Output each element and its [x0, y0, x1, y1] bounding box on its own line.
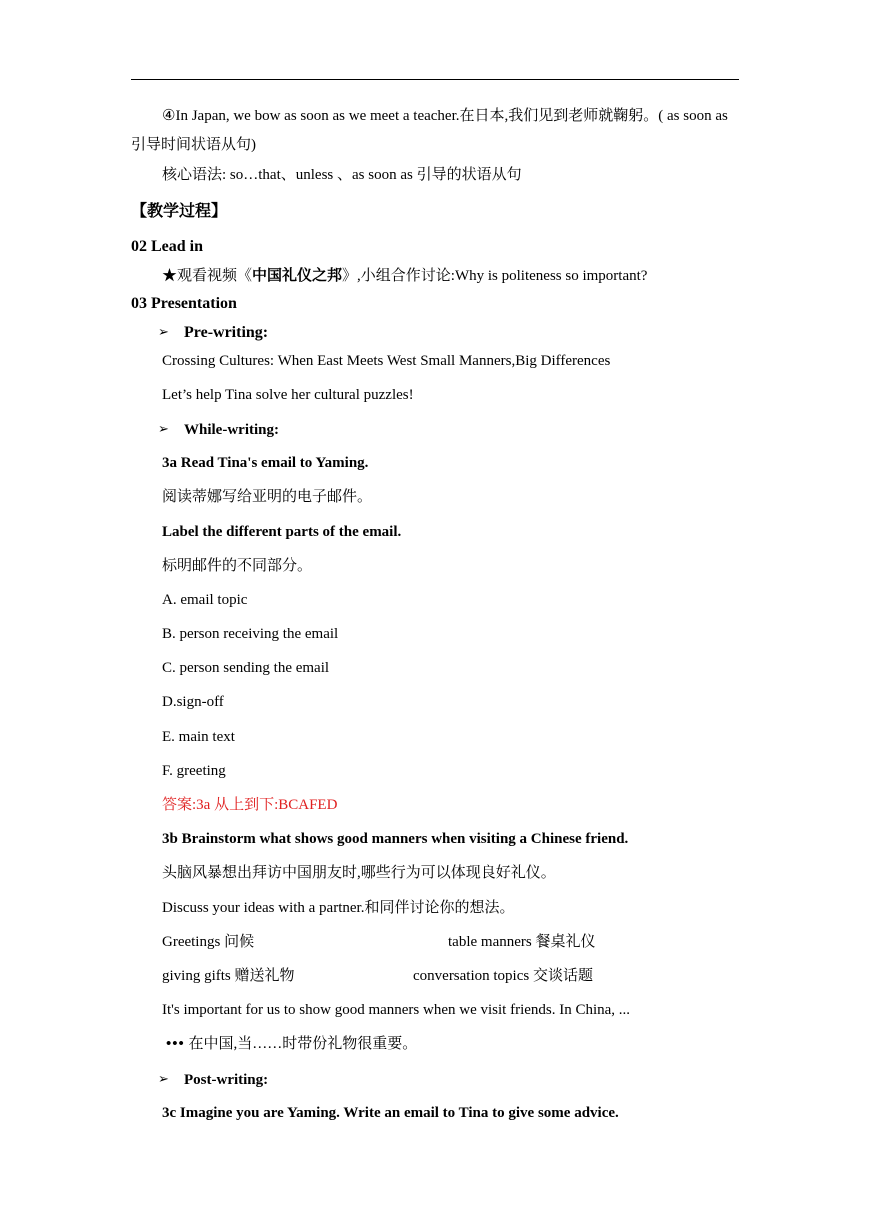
ellipsis-dots-icon: •••	[166, 1036, 185, 1052]
arrow-bullet-icon: ➢	[158, 324, 169, 339]
topic-greetings: Greetings 问候	[162, 934, 255, 950]
answer-3a: 答案:3a 从上到下:BCAFED	[162, 797, 338, 813]
teaching-process-heading: 【教学过程】	[131, 203, 228, 220]
task-3c: 3c Imagine you are Yaming. Write an email to Tina to give some advice.	[162, 1105, 619, 1121]
task-3b-cn: 头脑风暴想出拜访中国朋友时,哪些行为可以体现良好礼仪。	[162, 865, 556, 881]
option-d: D.sign-off	[162, 694, 224, 710]
option-e: E. main text	[162, 729, 235, 745]
pre-writing-label: Pre-writing:	[184, 324, 269, 341]
post-writing-label: Post-writing:	[184, 1072, 269, 1088]
header-rule	[131, 79, 739, 80]
topic-conversation: conversation topics 交谈话题	[413, 968, 593, 984]
task-3b: 3b Brainstorm what shows good manners when visiting a Chinese friend.	[162, 831, 629, 847]
while-writing-label: While-writing:	[184, 422, 279, 438]
lead-in-heading: 02 Lead in	[131, 238, 204, 255]
label-task: Label the different parts of the email.	[162, 524, 402, 540]
grammar-example-4: ④In Japan, we bow as soon as we meet a teacher.在日本,我们见到老师就鞠躬。( as soon as	[162, 108, 728, 124]
lead-in-task: ★观看视频《中国礼仪之邦》,小组合作讨论:Why is politeness so important?	[162, 268, 648, 284]
option-a: A. email topic	[162, 592, 248, 608]
task-3a-cn: 阅读蒂娜写给亚明的电子邮件。	[162, 489, 373, 505]
arrow-bullet-icon: ➢	[158, 1071, 169, 1086]
star-icon: ★	[162, 268, 178, 284]
option-c: C. person sending the email	[162, 660, 330, 676]
presentation-heading: 03 Presentation	[131, 295, 237, 312]
pre-writing-line-2: Let’s help Tina solve her cultural puzzles!	[162, 387, 414, 403]
topic-table-manners: table manners 餐桌礼仪	[448, 934, 596, 950]
example-sentence: It's important for us to show good manners when we visit friends. In China, ...	[162, 1002, 631, 1018]
option-b: B. person receiving the email	[162, 626, 339, 642]
cn-sentence: ••• 在中国,当……时带份礼物很重要。	[166, 1036, 418, 1052]
pre-writing-line-1: Crossing Cultures: When East Meets West Small Manners,Big Differences	[162, 353, 611, 369]
label-task-cn: 标明邮件的不同部分。	[162, 558, 313, 574]
option-f: F. greeting	[162, 763, 226, 779]
discuss-line: Discuss your ideas with a partner.和同伴讨论你的想法。	[162, 900, 515, 916]
core-grammar: 核心语法: so…that、unless 、as soon as 引导的状语从句	[162, 167, 522, 183]
arrow-bullet-icon: ➢	[158, 421, 169, 436]
topic-giving-gifts: giving gifts 赠送礼物	[162, 968, 295, 984]
grammar-example-4-cont: 引导时间状语从句)	[131, 137, 256, 153]
task-3a: 3a Read Tina's email to Yaming.	[162, 455, 369, 471]
